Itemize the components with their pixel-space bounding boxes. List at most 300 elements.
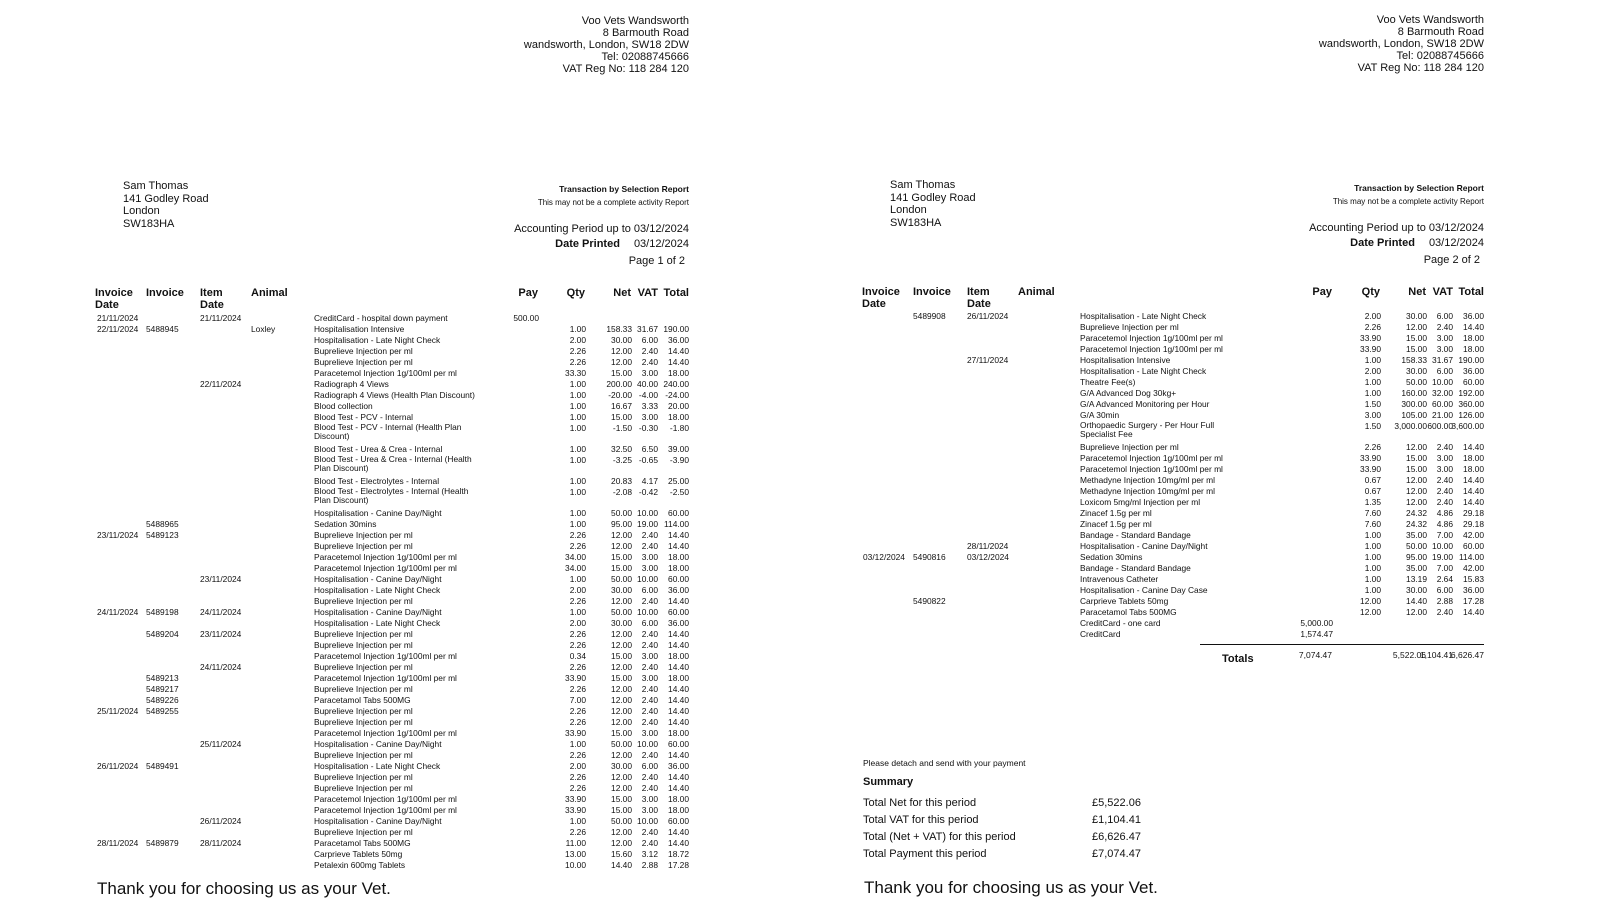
cell-qty: 2.26	[569, 717, 586, 727]
cell-vat: 3.00	[641, 794, 658, 804]
cell-net: 300.00	[1401, 399, 1427, 409]
cell-qty: 1.00	[1364, 377, 1381, 387]
date-printed-value: 03/12/2024	[1428, 237, 1484, 249]
cell-vat: 21.00	[1432, 410, 1453, 420]
cell-description: Paracetemol Injection 1g/100ml per ml	[314, 368, 457, 378]
cell-net: 50.00	[611, 816, 632, 826]
cell-description: Paracetamol Tabs 500MG	[314, 838, 411, 848]
cell-invoice: 5490822	[913, 596, 946, 606]
cell-total: 42.00	[1463, 563, 1484, 573]
cell-description: Bandage - Standard Bandage	[1080, 563, 1191, 573]
cell-qty: 1.00	[569, 390, 586, 400]
cell-total: 18.00	[1463, 464, 1484, 474]
cell-total: 18.00	[668, 794, 689, 804]
table-row	[0, 422, 762, 442]
table-row	[0, 739, 762, 750]
cell-qty: 1.00	[1364, 574, 1381, 584]
summary-label: Total Payment this period	[863, 848, 987, 860]
cell-total: 14.40	[1463, 607, 1484, 617]
cell-description: Buprelieve Injection per ml	[314, 684, 413, 694]
table-row	[762, 453, 1614, 464]
cell-description: Buprelieve Injection per ml	[314, 629, 413, 639]
cell-vat: 10.00	[637, 739, 658, 749]
cell-qty: 1.00	[569, 455, 586, 465]
cell-qty: 1.50	[1364, 421, 1381, 431]
table-row	[762, 618, 1614, 629]
cell-qty: 10.00	[565, 860, 586, 870]
cell-qty: 1.00	[1364, 530, 1381, 540]
cell-net: 12.00	[611, 717, 632, 727]
cell-vat: 3.00	[641, 552, 658, 562]
table-row	[762, 486, 1614, 497]
cell-invoice: 5489204	[146, 629, 179, 639]
transactions-table	[0, 313, 762, 873]
cell-vat: -0.30	[638, 423, 658, 433]
table-row	[0, 563, 762, 574]
cell-net: 15.00	[611, 673, 632, 683]
cell-description: Hospitalisation - Late Night Check	[1080, 366, 1207, 376]
col-invoice-date: Invoice Date	[95, 287, 133, 311]
cell-total: 20.00	[668, 401, 689, 411]
detach-note: Please detach and send with your payment	[863, 758, 1026, 768]
cell-qty: 2.00	[569, 585, 586, 595]
cell-total: -24.00	[665, 390, 689, 400]
cell-net: 24.32	[1406, 519, 1427, 529]
cell-total: 14.40	[668, 827, 689, 837]
cell-net: 15.00	[611, 412, 632, 422]
cell-total: 18.00	[668, 805, 689, 815]
cell-vat: 2.40	[641, 596, 658, 606]
statement-page-2	[762, 0, 1614, 912]
cell-total: 190.00	[663, 324, 689, 334]
table-row	[0, 629, 762, 640]
cell-description: Blood Test - Urea & Crea - Internal (Health Plan Discount)	[314, 454, 472, 474]
table-row	[0, 783, 762, 794]
date-printed-label: Date Printed	[1350, 237, 1415, 249]
cell-vat: 3.00	[641, 412, 658, 422]
table-row	[0, 750, 762, 761]
cell-total: 114.00	[664, 519, 689, 529]
cell-vat: 4.17	[641, 476, 658, 486]
cell-vat: 10.00	[637, 816, 658, 826]
cell-vat: 40.00	[637, 379, 658, 389]
cell-description: Buprelieve Injection per ml	[314, 662, 413, 672]
cell-vat: 2.40	[641, 357, 658, 367]
cell-pay: 500.00	[513, 313, 539, 323]
cell-net: 12.00	[611, 684, 632, 694]
table-row	[762, 519, 1614, 530]
cell-qty: 1.00	[569, 444, 586, 454]
table-row	[0, 530, 762, 541]
cell-total: 126.00	[1458, 410, 1484, 420]
table-row	[0, 651, 762, 662]
cell-net: 30.00	[1406, 366, 1427, 376]
cell-vat: 2.40	[641, 695, 658, 705]
cell-net: 50.00	[1406, 377, 1427, 387]
table-row	[762, 585, 1614, 596]
cell-net: 158.33	[606, 324, 632, 334]
cell-description: Buprelieve Injection per ml	[314, 541, 413, 551]
cell-total: 18.00	[668, 563, 689, 573]
cell-vat: 6.00	[1436, 366, 1453, 376]
cell-vat: 31.67	[1432, 355, 1453, 365]
cell-net: 200.00	[606, 379, 632, 389]
cell-description: Buprelieve Injection per ml	[314, 346, 413, 356]
cell-qty: 7.60	[1364, 519, 1381, 529]
cell-description: Paracetamol Tabs 500MG	[314, 695, 411, 705]
clinic-tel: Tel: 02088745666	[601, 51, 689, 63]
table-row	[0, 827, 762, 838]
summary-title: Summary	[863, 776, 914, 788]
table-row	[0, 640, 762, 651]
cell-net: 158.33	[1401, 355, 1427, 365]
table-row	[762, 355, 1614, 366]
cell-qty: 1.00	[569, 574, 586, 584]
cell-net: 30.00	[611, 618, 632, 628]
table-row	[0, 519, 762, 530]
cell-qty: 7.60	[1364, 508, 1381, 518]
cell-vat: 10.00	[1432, 377, 1453, 387]
cell-qty: 33.90	[565, 794, 586, 804]
cell-qty: 2.26	[569, 827, 586, 837]
cell-invoice: 5489198	[146, 607, 179, 617]
table-row	[0, 618, 762, 629]
cell-total: 18.00	[668, 412, 689, 422]
date-printed	[555, 238, 689, 250]
cell-item-date: 22/11/2024	[200, 379, 242, 389]
table-row	[0, 357, 762, 368]
cell-invoice: 5489255	[146, 706, 179, 716]
table-row	[0, 324, 762, 335]
clinic-vat: VAT Reg No: 118 284 120	[1357, 62, 1484, 74]
cell-total: 14.40	[668, 684, 689, 694]
cell-net: 50.00	[1406, 541, 1427, 551]
cell-vat: 2.40	[641, 541, 658, 551]
cell-description: Paracetemol Injection 1g/100ml per ml	[314, 552, 457, 562]
cell-vat: 60.00	[1432, 399, 1453, 409]
cell-qty: 1.00	[569, 487, 586, 497]
cell-qty: 33.90	[565, 728, 586, 738]
cell-qty: 1.00	[569, 816, 586, 826]
thank-you-message: Thank you for choosing us as your Vet.	[864, 878, 1158, 897]
clinic-address	[524, 15, 689, 75]
cell-vat: 600.00	[1427, 421, 1453, 431]
cell-description: Paracetemol Injection 1g/100ml per ml	[1080, 344, 1223, 354]
cell-vat: 10.00	[637, 607, 658, 617]
summary-value: £1,104.41	[1092, 814, 1141, 826]
cell-vat: 10.00	[637, 574, 658, 584]
cell-description: Paracetemol Injection 1g/100ml per ml	[1080, 333, 1223, 343]
cell-total: 36.00	[668, 618, 689, 628]
cell-net: 50.00	[611, 607, 632, 617]
table-row	[0, 607, 762, 618]
cell-invoice: 5489908	[913, 311, 946, 321]
cell-vat: 2.40	[641, 684, 658, 694]
cell-description: Paracetemol Injection 1g/100ml per ml	[314, 673, 457, 683]
cell-net: 30.00	[1406, 311, 1427, 321]
totals-label: Totals	[1222, 653, 1254, 665]
cell-total: 36.00	[668, 585, 689, 595]
cell-vat: 3.00	[641, 805, 658, 815]
cell-vat: 2.40	[1436, 442, 1453, 452]
col-net: Net	[613, 287, 631, 299]
cell-vat: 7.00	[1436, 563, 1453, 573]
cell-total: 14.40	[668, 629, 689, 639]
cell-description: CreditCard - hospital down payment	[314, 313, 448, 323]
cell-net: 15.00	[611, 805, 632, 815]
cell-description: Zinacef 1.5g per ml	[1080, 519, 1152, 529]
summary-label: Total (Net + VAT) for this period	[863, 831, 1016, 843]
cell-vat: 6.00	[641, 335, 658, 345]
cell-description: Buprelieve Injection per ml	[314, 530, 413, 540]
cell-description: Blood Test - Electrolytes - Internal (Health Plan Discount)	[314, 486, 469, 506]
cell-total: 14.40	[668, 346, 689, 356]
cell-item-date: 24/11/2024	[200, 607, 242, 617]
cell-vat: -0.42	[638, 487, 658, 497]
cell-qty: 2.00	[569, 335, 586, 345]
cell-total: 18.00	[668, 552, 689, 562]
cell-description: Hospitalisation - Canine Day/Night	[314, 508, 442, 518]
cell-invoice: 5489213	[146, 673, 179, 683]
clinic-name: Voo Vets Wandsworth	[1376, 14, 1484, 26]
date-printed-value: 03/12/2024	[633, 238, 689, 250]
cell-total: 36.00	[1463, 585, 1484, 595]
cell-total: 60.00	[1463, 541, 1484, 551]
cell-vat: 31.67	[637, 324, 658, 334]
cell-description: Blood Test - PCV - Internal (Health Plan Discount)	[314, 422, 462, 442]
cell-description: Hospitalisation - Canine Day/Night	[314, 816, 442, 826]
cell-qty: 2.26	[569, 541, 586, 551]
table-row	[0, 695, 762, 706]
cell-vat: -0.65	[638, 455, 658, 465]
cell-net: 12.00	[611, 783, 632, 793]
summary-value: £7,074.47	[1092, 848, 1141, 860]
cell-net: 50.00	[611, 574, 632, 584]
cell-description: Paracetemol Injection 1g/100ml per ml	[1080, 453, 1223, 463]
cell-pay: 1,574.47	[1300, 629, 1333, 639]
cell-invoice-date: 25/11/2024	[97, 706, 139, 716]
cell-vat: 4.86	[1436, 508, 1453, 518]
cell-description: Buprelieve Injection per ml	[314, 717, 413, 727]
cell-description: CreditCard	[1080, 629, 1121, 639]
cell-net: -20.00	[608, 390, 632, 400]
cell-vat: 10.00	[637, 508, 658, 518]
cell-qty: 3.00	[1364, 410, 1381, 420]
cell-net: 16.67	[611, 401, 632, 411]
cell-qty: 0.67	[1364, 486, 1381, 496]
cell-description: Paracetemol Injection 1g/100ml per ml	[314, 805, 457, 815]
cell-total: 14.40	[668, 772, 689, 782]
cell-invoice-date: 22/11/2024	[97, 324, 139, 334]
cell-net: 13.19	[1406, 574, 1427, 584]
cell-net: 15.00	[1406, 333, 1427, 343]
cell-net: 12.00	[1406, 475, 1427, 485]
cell-description: Paracetemol Injection 1g/100ml per ml	[1080, 464, 1223, 474]
table-row	[0, 728, 762, 739]
cell-item-date: 26/11/2024	[967, 311, 1009, 321]
cell-invoice: 5489226	[146, 695, 179, 705]
table-row	[0, 486, 762, 506]
table-row	[0, 390, 762, 401]
cell-qty: 1.00	[569, 423, 586, 433]
cell-total: 29.18	[1463, 519, 1484, 529]
cell-total: 39.00	[668, 444, 689, 454]
cell-description: CreditCard - one card	[1080, 618, 1161, 628]
cell-vat: 2.40	[641, 530, 658, 540]
cell-description: Radiograph 4 Views	[314, 379, 389, 389]
cell-net: 95.00	[1406, 552, 1427, 562]
cell-item-date: 26/11/2024	[200, 816, 242, 826]
cell-vat: 2.40	[641, 772, 658, 782]
cell-qty: 33.90	[1360, 464, 1381, 474]
table-row	[0, 706, 762, 717]
summary-row	[863, 831, 1193, 848]
cell-vat: 2.40	[641, 706, 658, 716]
cell-qty: 33.90	[1360, 453, 1381, 463]
cell-vat: 3.00	[1436, 453, 1453, 463]
table-row	[0, 596, 762, 607]
cell-total: 18.00	[1463, 453, 1484, 463]
col-pay: Pay	[518, 287, 538, 299]
summary-row	[863, 797, 1193, 814]
cell-qty: 1.50	[1364, 399, 1381, 409]
summary-label: Total Net for this period	[863, 797, 977, 809]
cell-net: 12.00	[611, 750, 632, 760]
transactions-table	[762, 311, 1614, 641]
cell-total: 60.00	[1463, 377, 1484, 387]
cell-net: 12.00	[611, 357, 632, 367]
cell-qty: 2.26	[569, 346, 586, 356]
table-row	[0, 717, 762, 728]
col-vat: VAT	[637, 287, 658, 299]
cell-total: 14.40	[668, 838, 689, 848]
col-net: Net	[1408, 286, 1426, 298]
cell-invoice: 5488945	[146, 324, 179, 334]
cell-description: Hospitalisation - Canine Day/Night	[1080, 541, 1208, 551]
cell-net: 12.00	[611, 530, 632, 540]
cell-invoice-date: 26/11/2024	[97, 761, 139, 771]
page-number: Page 1 of 2	[628, 255, 685, 267]
cell-invoice-date: 23/11/2024	[97, 530, 139, 540]
customer-postcode: SW183HA	[123, 217, 175, 230]
cell-net: 35.00	[1406, 563, 1427, 573]
cell-total: 36.00	[1463, 311, 1484, 321]
cell-net: 35.00	[1406, 530, 1427, 540]
cell-qty: 1.00	[1364, 388, 1381, 398]
cell-vat: 3.00	[641, 368, 658, 378]
cell-qty: 1.00	[569, 508, 586, 518]
cell-description: Carprieve Tablets 50mg	[314, 849, 403, 859]
cell-total: 42.00	[1463, 530, 1484, 540]
table-row	[0, 585, 762, 596]
cell-net: 12.00	[611, 640, 632, 650]
cell-description: Buprelieve Injection per ml	[1080, 322, 1179, 332]
table-row	[762, 530, 1614, 541]
cell-total: 60.00	[668, 607, 689, 617]
cell-net: 3,000.00	[1394, 421, 1427, 431]
table-row	[0, 574, 762, 585]
cell-total: 18.00	[668, 368, 689, 378]
cell-vat: 7.00	[1436, 530, 1453, 540]
cell-total: 60.00	[668, 508, 689, 518]
cell-net: 15.00	[611, 563, 632, 573]
summary-value: £6,626.47	[1092, 831, 1141, 843]
cell-net: 30.00	[1406, 585, 1427, 595]
cell-net: 15.00	[611, 552, 632, 562]
cell-description: Buprelieve Injection per ml	[314, 750, 413, 760]
cell-total: 14.40	[668, 706, 689, 716]
cell-description: Buprelieve Injection per ml	[314, 596, 413, 606]
accounting-period: Accounting Period up to 03/12/2024	[1309, 222, 1484, 234]
cell-net: 12.00	[611, 772, 632, 782]
customer-city: London	[123, 205, 160, 218]
customer-city: London	[890, 204, 927, 217]
cell-total: 36.00	[668, 335, 689, 345]
cell-vat: 2.64	[1436, 574, 1453, 584]
cell-total: -2.50	[669, 487, 689, 497]
cell-total: 18.72	[668, 849, 689, 859]
col-item-date: Item Date	[200, 287, 224, 311]
cell-description: Methadyne Injection 10mg/ml per ml	[1080, 486, 1215, 496]
clinic-street: 8 Barmouth Road	[1397, 26, 1484, 38]
cell-description: Petalexin 600mg Tablets	[314, 860, 406, 870]
cell-description: Sedation 30mins	[1080, 552, 1143, 562]
cell-net: 30.00	[611, 761, 632, 771]
cell-total: 14.40	[668, 750, 689, 760]
cell-qty: 2.00	[1364, 311, 1381, 321]
cell-item-date: 23/11/2024	[200, 629, 242, 639]
cell-total: -1.80	[669, 423, 689, 433]
cell-description: G/A Advanced Monitoring per Hour	[1080, 399, 1210, 409]
cell-vat: 2.40	[1436, 322, 1453, 332]
table-row	[0, 541, 762, 552]
cell-vat: 6.00	[1436, 311, 1453, 321]
cell-invoice-date: 03/12/2024	[863, 552, 905, 562]
customer-street: 141 Godley Road	[123, 192, 209, 205]
cell-description: Radiograph 4 Views (Health Plan Discount)	[314, 390, 475, 400]
cell-total: 60.00	[668, 574, 689, 584]
cell-vat: 6.00	[641, 585, 658, 595]
cell-total: 29.18	[1463, 508, 1484, 518]
cell-total: 14.40	[1463, 486, 1484, 496]
cell-net: -2.08	[612, 487, 632, 497]
cell-net: 12.00	[1406, 486, 1427, 496]
cell-description: Hospitalisation - Canine Day/Night	[314, 607, 442, 617]
cell-description: Blood Test - Urea & Crea - Internal	[314, 444, 443, 454]
cell-qty: 2.00	[569, 618, 586, 628]
cell-vat: 2.88	[1436, 596, 1453, 606]
customer-name: Sam Thomas	[890, 179, 956, 191]
summary-list	[863, 797, 1193, 865]
cell-description: Carprieve Tablets 50mg	[1080, 596, 1169, 606]
cell-total: 14.40	[668, 695, 689, 705]
report-subtitle: This may not be a complete activity Report	[1332, 197, 1484, 206]
cell-net: 12.00	[611, 827, 632, 837]
cell-item-date: 27/11/2024	[967, 355, 1009, 365]
cell-qty: 2.00	[1364, 366, 1381, 376]
cell-net: 32.50	[611, 444, 632, 454]
cell-description: Buprelieve Injection per ml	[314, 706, 413, 716]
cell-description: Hospitalisation Intensive	[314, 324, 405, 334]
cell-vat: 6.50	[641, 444, 658, 454]
cell-net: 15.00	[1406, 464, 1427, 474]
col-vat: VAT	[1432, 286, 1453, 298]
cell-qty: 2.26	[569, 772, 586, 782]
cell-total: 14.40	[1463, 475, 1484, 485]
cell-vat: 2.40	[641, 838, 658, 848]
clinic-city: wandsworth, London, SW18 2DW	[1318, 38, 1484, 50]
table-row	[762, 475, 1614, 486]
